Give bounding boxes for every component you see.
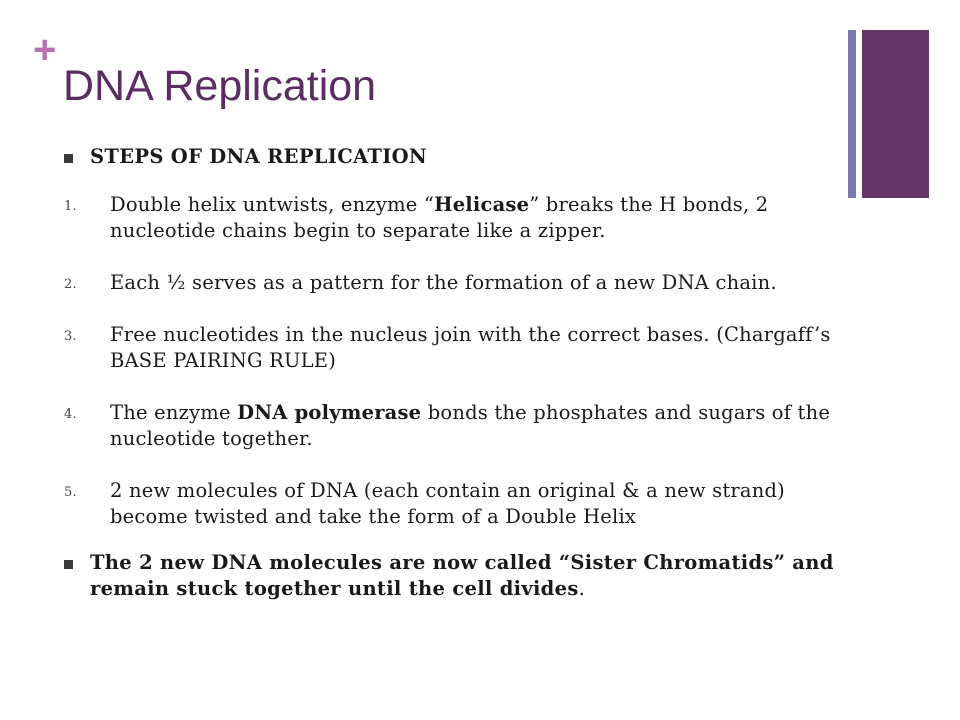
step-item: [64, 322, 834, 374]
slide-content: [64, 144, 834, 602]
square-bullet-icon: [64, 154, 73, 163]
step-number: 5.: [64, 485, 77, 500]
heading-bullet: [64, 144, 834, 170]
plus-icon: +: [33, 28, 57, 72]
decorative-bar-thin: [848, 30, 856, 198]
step-text: Free nucleotides in the nucleus join with the correct bases. (Chargaff’s BASE PAIRING RULE): [110, 323, 831, 372]
step-number: 3.: [64, 329, 77, 344]
step-number: 4.: [64, 407, 77, 422]
final-bullet-bold: The 2 new DNA molecules are now called “Sister Chromatids” and remain stuck together until the cell divides: [90, 551, 834, 600]
step-text: Each ½ serves as a pattern for the formation of a new DNA chain.: [110, 271, 777, 294]
steps-list: [64, 192, 834, 530]
step-number: 2.: [64, 277, 77, 292]
final-bullet: [64, 550, 834, 602]
step-number: 1.: [64, 199, 77, 214]
step-bold-term: DNA polymerase: [237, 401, 422, 424]
step-text: ” breaks the H bonds, 2 nucleotide chains begin to separate like a zipper.: [110, 193, 769, 242]
step-text: Double helix untwists, enzyme “: [110, 193, 435, 216]
square-bullet-icon: [64, 560, 73, 569]
slide-title: DNA Replication: [63, 62, 377, 110]
step-item: [64, 270, 834, 296]
final-bullet-period: .: [578, 577, 586, 600]
step-item: [64, 400, 834, 452]
step-item: [64, 478, 834, 530]
step-item: [64, 192, 834, 244]
heading-bullet-text: STEPS OF DNA REPLICATION: [90, 145, 428, 168]
step-text: The enzyme: [110, 401, 238, 424]
step-text: bonds the phosphates and sugars of the nucleotide together.: [110, 401, 831, 450]
step-text: 2 new molecules of DNA (each contain an original & a new strand) become twisted and take the form of a Double Helix: [110, 479, 785, 528]
decorative-bar-thick: [862, 30, 929, 198]
step-bold-term: Helicase: [434, 193, 530, 216]
